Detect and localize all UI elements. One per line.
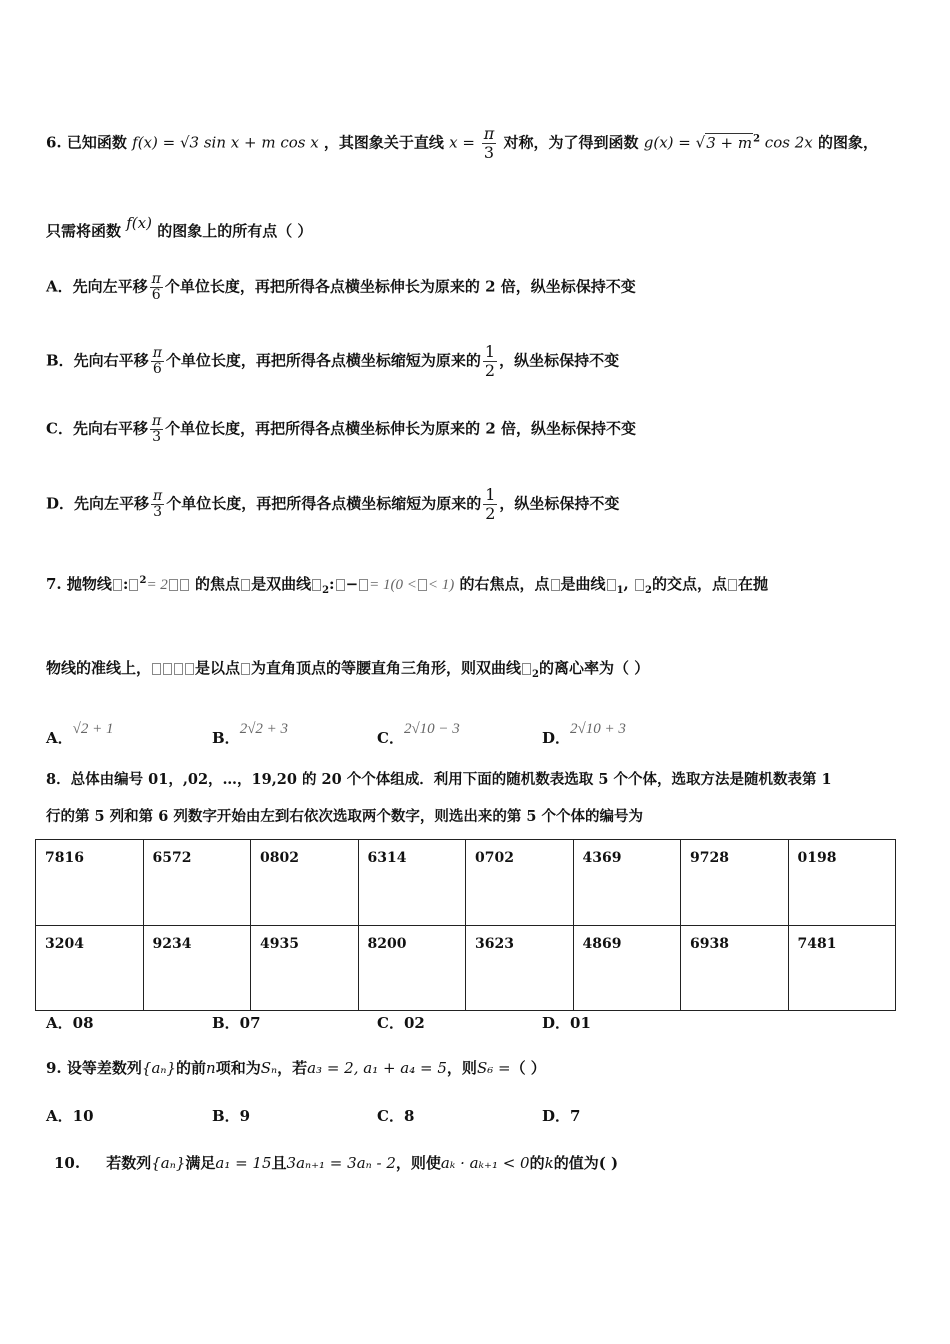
- q7-option-b[interactable]: B．2√2 + 3: [212, 721, 289, 747]
- table-cell: 6572: [143, 840, 251, 926]
- table-cell: 7481: [788, 925, 896, 1011]
- table-cell: 0198: [788, 840, 896, 926]
- table-row: [36, 925, 896, 1011]
- table-cell: 9728: [681, 840, 789, 926]
- random-number-table: [35, 839, 896, 1011]
- q9-line: 9. 设等差数列{aₙ}的前n项和为Sₙ，若a₃ = 2, a₁ + a₄ = 5，则S₆ =（ ）: [46, 1059, 546, 1077]
- table-cell: 4369: [573, 840, 681, 926]
- fx-formula: f(x) = √3 sin x + m cos x: [132, 133, 319, 152]
- q9-option-a[interactable]: A．10: [46, 1107, 94, 1125]
- q6-option-d[interactable]: D．先向左平移 $\frac{\pi}{3}$ 个单位长度，再把所得各点横坐标缩短为原来的 $\frac{1}{2}$ ，纵坐标保持不变: [46, 485, 620, 523]
- q8-option-c[interactable]: C．02: [377, 1014, 425, 1032]
- q8-option-a[interactable]: A．08: [46, 1014, 94, 1032]
- q7-option-c[interactable]: C．2√10 − 3: [377, 721, 460, 747]
- table-cell: 3623: [466, 925, 574, 1011]
- q9-option-d[interactable]: D．7: [542, 1107, 581, 1125]
- table-cell: 9234: [143, 925, 251, 1011]
- q7-option-a[interactable]: A．√2 + 1: [46, 721, 114, 747]
- q9-option-c[interactable]: C．8: [377, 1107, 415, 1125]
- table-cell: 6938: [681, 925, 789, 1011]
- table-cell: 3204: [36, 925, 144, 1011]
- q6-option-a[interactable]: A．先向左平移 $\frac{\pi}{6}$ 个单位长度，再把所得各点横坐标伸长为原来的 2 倍，纵坐标保持不变: [46, 271, 636, 303]
- q8-option-b[interactable]: B．07: [212, 1014, 261, 1032]
- q7-line1: 7. 抛物线 : $^2$= 2 的焦点 是双曲线 $_2$: − = 1(0 < < 1) 的右焦点，点 是曲线 $_1$, $_2$的交点，点 在抛: [46, 575, 768, 596]
- q9-option-b[interactable]: B．9: [212, 1107, 251, 1125]
- q8-line1: 8．总体由编号 01，,02，…，19,20 的 20 个个体组成．利用下面的随机数表选取 5 个个体，选取方法是随机数表第 1: [46, 771, 832, 788]
- q6-line1: 6. 已知函数 f(x) = √3 sin x + m cos x ，其图象关于直线 x = $\frac{\pi}{3}$ 对称，为了得到函数 $g(x) = √3 + m^2$ cos 2x 的图象，: [46, 124, 878, 162]
- q6-line2: 只需将函数 f(x) 的图象上的所有点（ ）: [46, 214, 313, 240]
- q8-line2: 行的第 5 列和第 6 列数字开始由左到右依次选取两个数字，则选出来的第 5 个个体的编号为: [46, 808, 644, 825]
- table-row: [36, 840, 896, 926]
- q6-option-b[interactable]: B．先向右平移 $\frac{\pi}{6}$ 个单位长度，再把所得各点横坐标缩短为原来的 $\frac{1}{2}$ ，纵坐标保持不变: [46, 342, 620, 380]
- table-cell: 7816: [36, 840, 144, 926]
- table-cell: 0702: [466, 840, 574, 926]
- table-cell: 0802: [251, 840, 359, 926]
- pi-over-3: $\frac{\pi}{3}$: [483, 124, 495, 162]
- q6-option-c[interactable]: C．先向右平移 $\frac{\pi}{3}$ 个单位长度，再把所得各点横坐标伸长为原来的 2 倍，纵坐标保持不变: [46, 413, 637, 445]
- table-cell: 4869: [573, 925, 681, 1011]
- table-cell: 8200: [358, 925, 466, 1011]
- q7-option-d[interactable]: D．2√10 + 3: [542, 721, 626, 747]
- seq-an: {aₙ}: [141, 1059, 177, 1077]
- table-cell: 4935: [251, 925, 359, 1011]
- table-cell: 6314: [358, 840, 466, 926]
- q7-line2: 物线的准线上， 是以点 为直角顶点的等腰直角三角形，则双曲线 $_2$的离心率为（ ）: [46, 659, 650, 680]
- q10-line: 10. 若数列{aₙ}满足a₁ = 15且3aₙ₊₁ = 3aₙ - 2，则使aₖ · aₖ₊₁ < 0的k的值为( ): [54, 1154, 619, 1172]
- q8-option-d[interactable]: D．01: [542, 1014, 591, 1032]
